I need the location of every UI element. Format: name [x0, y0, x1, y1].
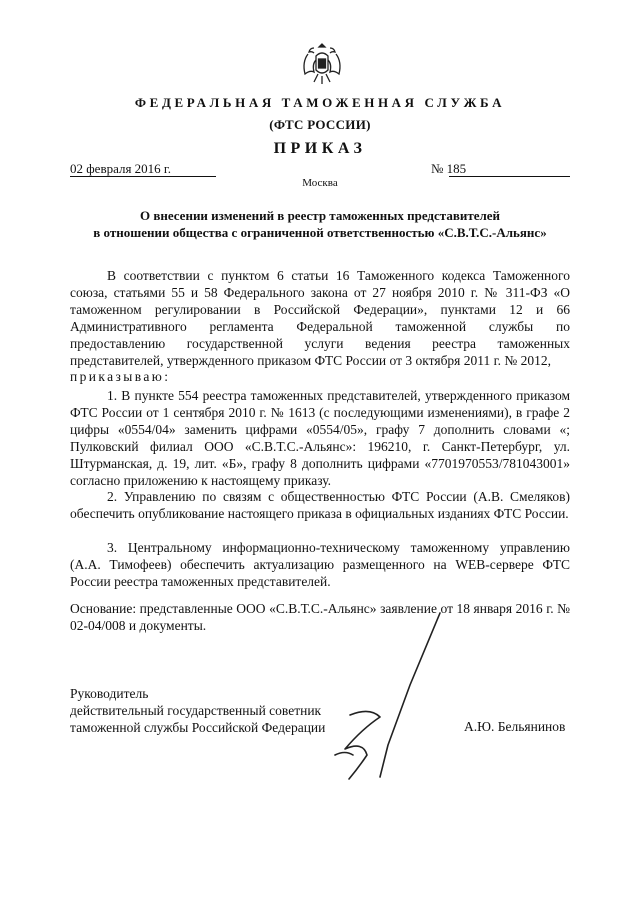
signatory-line-3: таможенной службы Российской Федерации [70, 720, 326, 735]
basis-text: Основание: представленные ООО «С.В.Т.С.-Альянс» заявление от 18 января 2016 г. № 02-04/008 и документы. [70, 601, 570, 633]
preamble-paragraph [70, 268, 570, 386]
order-item-1-text: 1. В пункте 554 реестра таможенных представителей, утвержденного приказом ФТС России от 1 сентября 2010 г. № 1613 (с последующими изменениями), в графе 2 цифры «0554/04» заменить цифрами «0554/05», графу 7 дополнить словами «; Пулковский филиал ООО «С.В.Т.С.-Альянс»: 196210, г. Санкт-Петербург, ул. Штурманская, д. 19, лит. «Б», графу 8 дополнить цифрами «7701970553/781043001» согласно приложению к настоящему приказу. [70, 388, 570, 488]
coat-of-arms-emblem [300, 40, 344, 88]
order-number: № 185 [431, 161, 467, 176]
order-item-3 [70, 540, 570, 591]
preamble-text: В соответствии с пунктом 6 статьи 16 Таможенного кодекса Таможенного союза, статьями 55 и 58 Федерального закона от 27 ноября 2010 г. № 311-ФЗ «О таможенном регулировании в Российской Федерации», пунктами 12 и 66 Административного регламента Федеральной таможенной службы по предоставлению государственной услуги ведения реестра таможенных представителей, утвержденного приказом ФТС России от 3 октября 2011 г. № 2012, [70, 268, 570, 368]
subject-line-1: О внесении изменений в реестр таможенных представителей [139, 208, 501, 223]
order-item-2 [70, 489, 570, 523]
signatory-title [70, 685, 325, 736]
signatory-line-2: действительный государственный советник [70, 703, 322, 718]
signatory-line-1: Руководитель [70, 686, 149, 701]
organization-name: ФЕДЕРАЛЬНАЯ ТАМОЖЕННАЯ СЛУЖБА [134, 95, 506, 110]
order-word: приказываю: [70, 369, 171, 385]
organization-abbreviation: (ФТС РОССИИ) [269, 117, 371, 132]
order-item-3-text: 3. Центральному информационно-техническому таможенному управлению (А.А. Тимофеев) обеспечить актуализацию размещенного на WEB-сервере ФТС России реестра таможенных представителей. [70, 540, 570, 589]
order-item-2-text: 2. Управлению по связям с общественностью ФТС России (А.В. Смеляков) обеспечить опубликование настоящего приказа в официальных изданиях ФТС России. [70, 489, 570, 521]
order-item-1 [70, 388, 570, 489]
subject-line-2: в отношении общества с ограниченной ответственностью «С.В.Т.С.-Альянс» [93, 225, 547, 240]
order-date: 02 февраля 2016 г. [70, 161, 172, 176]
signatory-name: А.Ю. Бельянинов [464, 719, 566, 734]
document-type-title: ПРИКАЗ [273, 140, 367, 157]
city: Москва [302, 177, 338, 189]
handwritten-signature [300, 605, 460, 790]
